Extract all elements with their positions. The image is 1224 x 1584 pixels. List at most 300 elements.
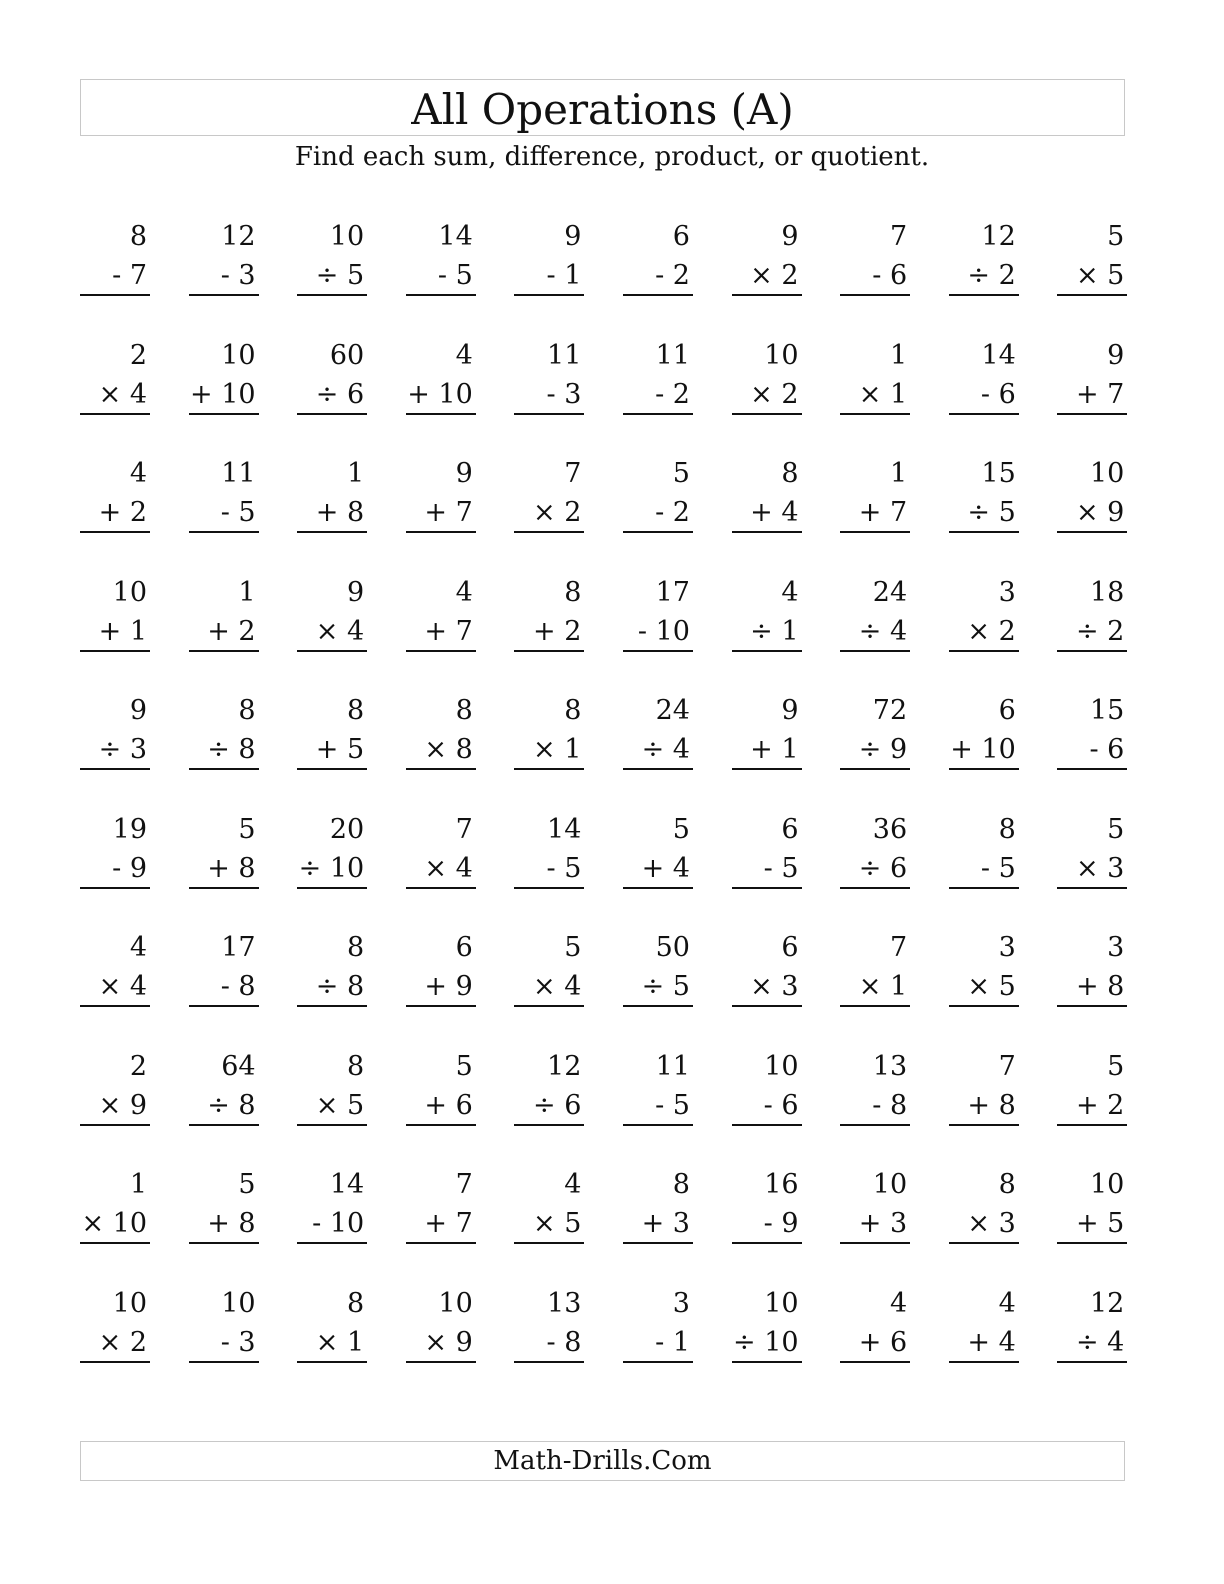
problem-top-number: 7 bbox=[889, 221, 908, 252]
problem bbox=[840, 334, 910, 414]
answer-line[interactable] bbox=[623, 887, 693, 889]
answer-line[interactable] bbox=[1057, 531, 1127, 533]
problem-top-number: 8 bbox=[781, 458, 799, 489]
problem-top-number: 24 bbox=[655, 695, 690, 726]
answer-line[interactable] bbox=[189, 1242, 259, 1244]
problem-operator-number: + 6 bbox=[424, 1089, 473, 1121]
problem-operator-number: ÷ 5 bbox=[641, 971, 690, 1002]
problem bbox=[840, 689, 910, 769]
problem-operator-number: + 5 bbox=[315, 734, 365, 765]
problem bbox=[949, 334, 1019, 414]
problem-operator-number: + 8 bbox=[1075, 971, 1125, 1002]
answer-line[interactable] bbox=[514, 1124, 584, 1126]
problem-top-number: 11 bbox=[655, 339, 690, 371]
answer-line[interactable] bbox=[189, 1005, 259, 1007]
answer-line[interactable] bbox=[623, 413, 693, 415]
problem-top-number: 72 bbox=[872, 695, 908, 726]
problem-top-number: 10 bbox=[112, 1287, 147, 1319]
answer-line[interactable] bbox=[80, 531, 150, 533]
problem bbox=[297, 215, 367, 295]
answer-line[interactable] bbox=[1057, 1124, 1127, 1126]
answer-line[interactable] bbox=[1057, 413, 1127, 415]
problem-top-number: 6 bbox=[672, 221, 690, 252]
problem-top-number: 8 bbox=[347, 695, 365, 726]
answer-line[interactable] bbox=[297, 413, 367, 415]
answer-line[interactable] bbox=[297, 1005, 367, 1007]
answer-line[interactable] bbox=[514, 294, 584, 296]
problem-top-number: 4 bbox=[781, 576, 799, 608]
answer-line[interactable] bbox=[840, 1361, 910, 1363]
problem bbox=[189, 689, 259, 769]
problem-top-number: 4 bbox=[564, 1169, 582, 1200]
problem-operator-number: × 4 bbox=[98, 378, 147, 410]
problem-top-number: 1 bbox=[129, 1169, 147, 1200]
problem bbox=[732, 215, 802, 295]
problem-operator-number: - 1 bbox=[655, 1326, 690, 1358]
answer-line[interactable] bbox=[623, 1361, 693, 1363]
answer-line[interactable] bbox=[732, 1124, 802, 1126]
problem-top-number: 11 bbox=[655, 1050, 690, 1082]
problem bbox=[80, 1282, 150, 1362]
problem-operator-number: + 2 bbox=[532, 615, 582, 647]
problem bbox=[297, 1163, 367, 1243]
footer-box bbox=[80, 1441, 1125, 1481]
problem-top-number: 12 bbox=[547, 1050, 582, 1082]
problem-top-number: 1 bbox=[889, 339, 908, 371]
answer-line[interactable] bbox=[949, 294, 1019, 296]
problem-operator-number: × 2 bbox=[532, 497, 582, 528]
problem-operator-number: ÷ 5 bbox=[967, 497, 1016, 528]
problem bbox=[406, 689, 476, 769]
problem-top-number: 2 bbox=[129, 1050, 147, 1082]
answer-line[interactable] bbox=[189, 531, 259, 533]
problem bbox=[623, 571, 693, 651]
answer-line[interactable] bbox=[623, 1242, 693, 1244]
problem bbox=[80, 1045, 150, 1125]
problem bbox=[406, 334, 476, 414]
answer-line[interactable] bbox=[297, 1124, 367, 1126]
answer-line[interactable] bbox=[623, 1005, 693, 1007]
problem-operator-number: + 10 bbox=[407, 378, 473, 410]
problem-operator-number: ÷ 5 bbox=[315, 260, 365, 291]
problem-top-number: 5 bbox=[1107, 813, 1125, 845]
answer-line[interactable] bbox=[297, 531, 367, 533]
problem-top-number: 9 bbox=[455, 458, 473, 489]
answer-line[interactable] bbox=[840, 1124, 910, 1126]
problem-top-number: 7 bbox=[564, 458, 582, 489]
problem bbox=[189, 926, 259, 1006]
page-title: All Operations (A) bbox=[411, 84, 794, 134]
problem-operator-number: × 2 bbox=[750, 260, 799, 291]
problem-top-number: 8 bbox=[455, 695, 473, 726]
problem-operator-number: + 3 bbox=[858, 1208, 908, 1239]
problem bbox=[623, 1163, 693, 1243]
answer-line[interactable] bbox=[949, 1242, 1019, 1244]
problem bbox=[406, 1045, 476, 1125]
problem-top-number: 9 bbox=[781, 221, 799, 252]
problem bbox=[949, 689, 1019, 769]
problem-operator-number: ÷ 10 bbox=[298, 852, 365, 884]
answer-line[interactable] bbox=[623, 294, 693, 296]
problem bbox=[623, 926, 693, 1006]
answer-line[interactable] bbox=[189, 650, 259, 652]
problem bbox=[189, 452, 259, 532]
problem bbox=[406, 452, 476, 532]
problem-top-number: 9 bbox=[347, 576, 365, 608]
problem-top-number: 14 bbox=[438, 221, 473, 252]
answer-line[interactable] bbox=[514, 768, 584, 770]
problem-operator-number: - 6 bbox=[1089, 734, 1125, 765]
problem-operator-number: + 4 bbox=[750, 497, 799, 528]
problem-operator-number: × 5 bbox=[967, 971, 1016, 1002]
problem bbox=[514, 334, 584, 414]
problem bbox=[189, 1282, 259, 1362]
problem-top-number: 4 bbox=[889, 1287, 908, 1319]
problem-top-number: 5 bbox=[564, 932, 582, 963]
answer-line[interactable] bbox=[297, 650, 367, 652]
problem-operator-number: ÷ 8 bbox=[315, 971, 365, 1002]
problem bbox=[623, 1282, 693, 1362]
problem-top-number: 11 bbox=[547, 339, 582, 371]
problem-top-number: 4 bbox=[998, 1287, 1016, 1319]
problem bbox=[949, 1163, 1019, 1243]
answer-line[interactable] bbox=[514, 1005, 584, 1007]
problem bbox=[732, 808, 802, 888]
answer-line[interactable] bbox=[189, 413, 259, 415]
problem bbox=[1057, 926, 1127, 1006]
problem-top-number: 5 bbox=[1107, 221, 1125, 252]
answer-line[interactable] bbox=[732, 413, 802, 415]
problem-top-number: 1 bbox=[889, 458, 908, 489]
problem bbox=[1057, 215, 1127, 295]
answer-line[interactable] bbox=[297, 294, 367, 296]
problem-top-number: 1 bbox=[238, 576, 256, 608]
answer-line[interactable] bbox=[949, 413, 1019, 415]
problem-top-number: 17 bbox=[655, 576, 690, 608]
problem bbox=[514, 808, 584, 888]
problem bbox=[1057, 808, 1127, 888]
problem bbox=[623, 689, 693, 769]
problem-operator-number: - 7 bbox=[112, 260, 147, 291]
problem-operator-number: - 5 bbox=[437, 260, 473, 291]
problem-top-number: 9 bbox=[781, 695, 799, 726]
answer-line[interactable] bbox=[1057, 294, 1127, 296]
problem-top-number: 13 bbox=[547, 1287, 582, 1319]
problem-operator-number: + 7 bbox=[424, 497, 473, 528]
answer-line[interactable] bbox=[80, 650, 150, 652]
answer-line[interactable] bbox=[1057, 1005, 1127, 1007]
problem bbox=[1057, 1163, 1127, 1243]
problem-operator-number: + 4 bbox=[641, 852, 690, 884]
answer-line[interactable] bbox=[623, 531, 693, 533]
problem-operator-number: ÷ 8 bbox=[207, 734, 256, 765]
problem bbox=[732, 926, 802, 1006]
answer-line[interactable] bbox=[840, 768, 910, 770]
problem-top-number: 10 bbox=[1089, 1169, 1125, 1200]
problem-top-number: 10 bbox=[221, 339, 256, 371]
problem-top-number: 4 bbox=[455, 576, 473, 608]
problem-operator-number: - 5 bbox=[220, 497, 256, 528]
answer-line[interactable] bbox=[406, 1361, 476, 1363]
problem-top-number: 10 bbox=[438, 1287, 473, 1319]
problem-operator-number: - 8 bbox=[220, 971, 256, 1002]
instructions: Find each sum, difference, product, or quotient. bbox=[294, 142, 930, 172]
answer-line[interactable] bbox=[406, 768, 476, 770]
problem bbox=[840, 926, 910, 1006]
answer-line[interactable] bbox=[80, 1005, 150, 1007]
answer-line[interactable] bbox=[80, 413, 150, 415]
problem-operator-number: + 7 bbox=[424, 1208, 473, 1239]
problem-operator-number: - 5 bbox=[763, 852, 799, 884]
problem-top-number: 4 bbox=[455, 339, 473, 371]
answer-line[interactable] bbox=[949, 1361, 1019, 1363]
answer-line[interactable] bbox=[949, 1005, 1019, 1007]
problem-top-number: 5 bbox=[672, 458, 690, 489]
problem-operator-number: - 8 bbox=[872, 1089, 908, 1121]
problem-top-number: 19 bbox=[112, 813, 147, 845]
problem bbox=[623, 334, 693, 414]
problem-operator-number: - 9 bbox=[112, 852, 147, 884]
problem-operator-number: - 9 bbox=[763, 1208, 799, 1239]
problem bbox=[406, 1282, 476, 1362]
problem bbox=[406, 1163, 476, 1243]
answer-line[interactable] bbox=[80, 294, 150, 296]
answer-line[interactable] bbox=[297, 887, 367, 889]
answer-line[interactable] bbox=[623, 650, 693, 652]
answer-line[interactable] bbox=[623, 1124, 693, 1126]
answer-line[interactable] bbox=[514, 887, 584, 889]
problem bbox=[840, 808, 910, 888]
problem-operator-number: ÷ 4 bbox=[858, 615, 908, 647]
problem bbox=[80, 689, 150, 769]
problem bbox=[840, 215, 910, 295]
problem bbox=[514, 571, 584, 651]
problem bbox=[949, 452, 1019, 532]
problem bbox=[732, 689, 802, 769]
problem bbox=[406, 926, 476, 1006]
answer-line[interactable] bbox=[406, 650, 476, 652]
problem-operator-number: - 5 bbox=[546, 852, 582, 884]
problem-operator-number: - 6 bbox=[872, 260, 908, 291]
problem bbox=[406, 215, 476, 295]
answer-line[interactable] bbox=[732, 294, 802, 296]
problem-top-number: 8 bbox=[347, 932, 365, 963]
answer-line[interactable] bbox=[1057, 650, 1127, 652]
problem-operator-number: × 1 bbox=[315, 1326, 365, 1358]
problem-top-number: 9 bbox=[129, 695, 147, 726]
problem-operator-number: × 1 bbox=[858, 378, 908, 410]
problem-top-number: 15 bbox=[1089, 695, 1125, 726]
problem-top-number: 3 bbox=[998, 576, 1016, 608]
problem-operator-number: - 10 bbox=[637, 615, 690, 647]
answer-line[interactable] bbox=[80, 887, 150, 889]
answer-line[interactable] bbox=[297, 1361, 367, 1363]
problem-grid bbox=[80, 215, 1128, 1385]
answer-line[interactable] bbox=[840, 1005, 910, 1007]
problem bbox=[732, 452, 802, 532]
answer-line[interactable] bbox=[189, 1124, 259, 1126]
answer-line[interactable] bbox=[514, 650, 584, 652]
answer-line[interactable] bbox=[189, 887, 259, 889]
problem-top-number: 18 bbox=[1089, 576, 1125, 608]
problem-operator-number: + 2 bbox=[1075, 1089, 1125, 1121]
problem bbox=[189, 334, 259, 414]
problem-operator-number: + 3 bbox=[641, 1208, 690, 1239]
problem-operator-number: - 8 bbox=[546, 1326, 582, 1358]
answer-line[interactable] bbox=[732, 1005, 802, 1007]
answer-line[interactable] bbox=[406, 1124, 476, 1126]
problem-operator-number: × 2 bbox=[98, 1326, 147, 1358]
problem-operator-number: + 2 bbox=[207, 615, 256, 647]
answer-line[interactable] bbox=[406, 531, 476, 533]
answer-line[interactable] bbox=[514, 531, 584, 533]
answer-line[interactable] bbox=[949, 768, 1019, 770]
answer-line[interactable] bbox=[189, 768, 259, 770]
problem bbox=[840, 1045, 910, 1125]
problem bbox=[949, 926, 1019, 1006]
problem-top-number: 10 bbox=[329, 221, 365, 252]
answer-line[interactable] bbox=[1057, 1242, 1127, 1244]
problem bbox=[1057, 689, 1127, 769]
problem bbox=[949, 215, 1019, 295]
answer-line[interactable] bbox=[949, 887, 1019, 889]
problem-top-number: 4 bbox=[129, 458, 147, 489]
answer-line[interactable] bbox=[406, 1005, 476, 1007]
answer-line[interactable] bbox=[840, 294, 910, 296]
problem bbox=[949, 1282, 1019, 1362]
problem-operator-number: - 3 bbox=[546, 378, 582, 410]
answer-line[interactable] bbox=[406, 294, 476, 296]
problem-operator-number: × 9 bbox=[98, 1089, 147, 1121]
problem-operator-number: × 9 bbox=[1075, 497, 1125, 528]
problem-operator-number: ÷ 4 bbox=[641, 734, 690, 765]
answer-line[interactable] bbox=[732, 650, 802, 652]
problem-top-number: 14 bbox=[981, 339, 1016, 371]
problem-operator-number: ÷ 1 bbox=[750, 615, 799, 647]
problem-top-number: 5 bbox=[1107, 1050, 1125, 1082]
answer-line[interactable] bbox=[189, 294, 259, 296]
problem bbox=[623, 452, 693, 532]
problem-top-number: 3 bbox=[998, 932, 1016, 963]
problem-top-number: 8 bbox=[129, 221, 147, 252]
answer-line[interactable] bbox=[1057, 887, 1127, 889]
answer-line[interactable] bbox=[80, 1124, 150, 1126]
answer-line[interactable] bbox=[80, 1242, 150, 1244]
answer-line[interactable] bbox=[949, 531, 1019, 533]
problem-top-number: 12 bbox=[981, 221, 1016, 252]
answer-line[interactable] bbox=[840, 1242, 910, 1244]
answer-line[interactable] bbox=[623, 768, 693, 770]
problem bbox=[297, 1282, 367, 1362]
problem bbox=[1057, 1282, 1127, 1362]
problem bbox=[189, 571, 259, 651]
problem-top-number: 64 bbox=[221, 1050, 256, 1082]
answer-line[interactable] bbox=[514, 413, 584, 415]
problem-operator-number: + 1 bbox=[750, 734, 799, 765]
problem bbox=[80, 215, 150, 295]
problem-operator-number: + 4 bbox=[967, 1326, 1016, 1358]
problem-top-number: 8 bbox=[564, 576, 582, 608]
problem-operator-number: × 5 bbox=[532, 1208, 582, 1239]
problem bbox=[949, 808, 1019, 888]
problem bbox=[1057, 334, 1127, 414]
problem-top-number: 14 bbox=[547, 813, 582, 845]
problem bbox=[297, 334, 367, 414]
answer-line[interactable] bbox=[840, 413, 910, 415]
answer-line[interactable] bbox=[949, 650, 1019, 652]
problem-top-number: 13 bbox=[872, 1050, 908, 1082]
answer-line[interactable] bbox=[514, 1361, 584, 1363]
problem-top-number: 15 bbox=[981, 458, 1016, 489]
problem-top-number: 5 bbox=[238, 1169, 256, 1200]
answer-line[interactable] bbox=[840, 887, 910, 889]
answer-line[interactable] bbox=[732, 768, 802, 770]
answer-line[interactable] bbox=[406, 887, 476, 889]
answer-line[interactable] bbox=[514, 1242, 584, 1244]
problem bbox=[514, 1163, 584, 1243]
problem-operator-number: + 7 bbox=[1075, 378, 1125, 410]
problem-operator-number: × 5 bbox=[1075, 260, 1125, 291]
answer-line[interactable] bbox=[949, 1124, 1019, 1126]
answer-line[interactable] bbox=[80, 768, 150, 770]
answer-line[interactable] bbox=[1057, 1361, 1127, 1363]
answer-line[interactable] bbox=[840, 531, 910, 533]
problem-operator-number: × 5 bbox=[315, 1089, 365, 1121]
problem bbox=[297, 926, 367, 1006]
problem-operator-number: + 8 bbox=[207, 1208, 256, 1239]
problem-operator-number: + 5 bbox=[1075, 1208, 1125, 1239]
answer-line[interactable] bbox=[406, 1242, 476, 1244]
answer-line[interactable] bbox=[189, 1361, 259, 1363]
problem bbox=[80, 334, 150, 414]
problem bbox=[1057, 452, 1127, 532]
answer-line[interactable] bbox=[297, 1242, 367, 1244]
problem-top-number: 6 bbox=[998, 695, 1016, 726]
problem-top-number: 2 bbox=[129, 339, 147, 371]
problem-operator-number: - 2 bbox=[655, 260, 690, 291]
answer-line[interactable] bbox=[840, 650, 910, 652]
problem-operator-number: × 4 bbox=[98, 971, 147, 1002]
problem-operator-number: ÷ 10 bbox=[733, 1326, 799, 1358]
problem-operator-number: × 2 bbox=[750, 378, 799, 410]
problem-operator-number: × 10 bbox=[81, 1208, 147, 1239]
problem bbox=[80, 1163, 150, 1243]
problem-top-number: 7 bbox=[889, 932, 908, 963]
problem-top-number: 24 bbox=[872, 576, 908, 608]
problem bbox=[80, 926, 150, 1006]
problem-top-number: 6 bbox=[781, 932, 799, 963]
problem bbox=[623, 215, 693, 295]
answer-line[interactable] bbox=[732, 531, 802, 533]
problem-top-number: 8 bbox=[347, 1050, 365, 1082]
problem bbox=[189, 1163, 259, 1243]
answer-line[interactable] bbox=[406, 413, 476, 415]
problem-top-number: 10 bbox=[764, 339, 799, 371]
answer-line[interactable] bbox=[80, 1361, 150, 1363]
answer-line[interactable] bbox=[1057, 768, 1127, 770]
answer-line[interactable] bbox=[732, 1361, 802, 1363]
problem-operator-number: + 10 bbox=[950, 734, 1016, 765]
problem bbox=[406, 808, 476, 888]
answer-line[interactable] bbox=[732, 1242, 802, 1244]
problem-operator-number: - 6 bbox=[980, 378, 1016, 410]
problem-top-number: 16 bbox=[764, 1169, 799, 1200]
problem bbox=[840, 452, 910, 532]
problem bbox=[514, 1045, 584, 1125]
answer-line[interactable] bbox=[297, 768, 367, 770]
footer-text: Math-Drills.Com bbox=[493, 1446, 712, 1476]
answer-line[interactable] bbox=[732, 887, 802, 889]
